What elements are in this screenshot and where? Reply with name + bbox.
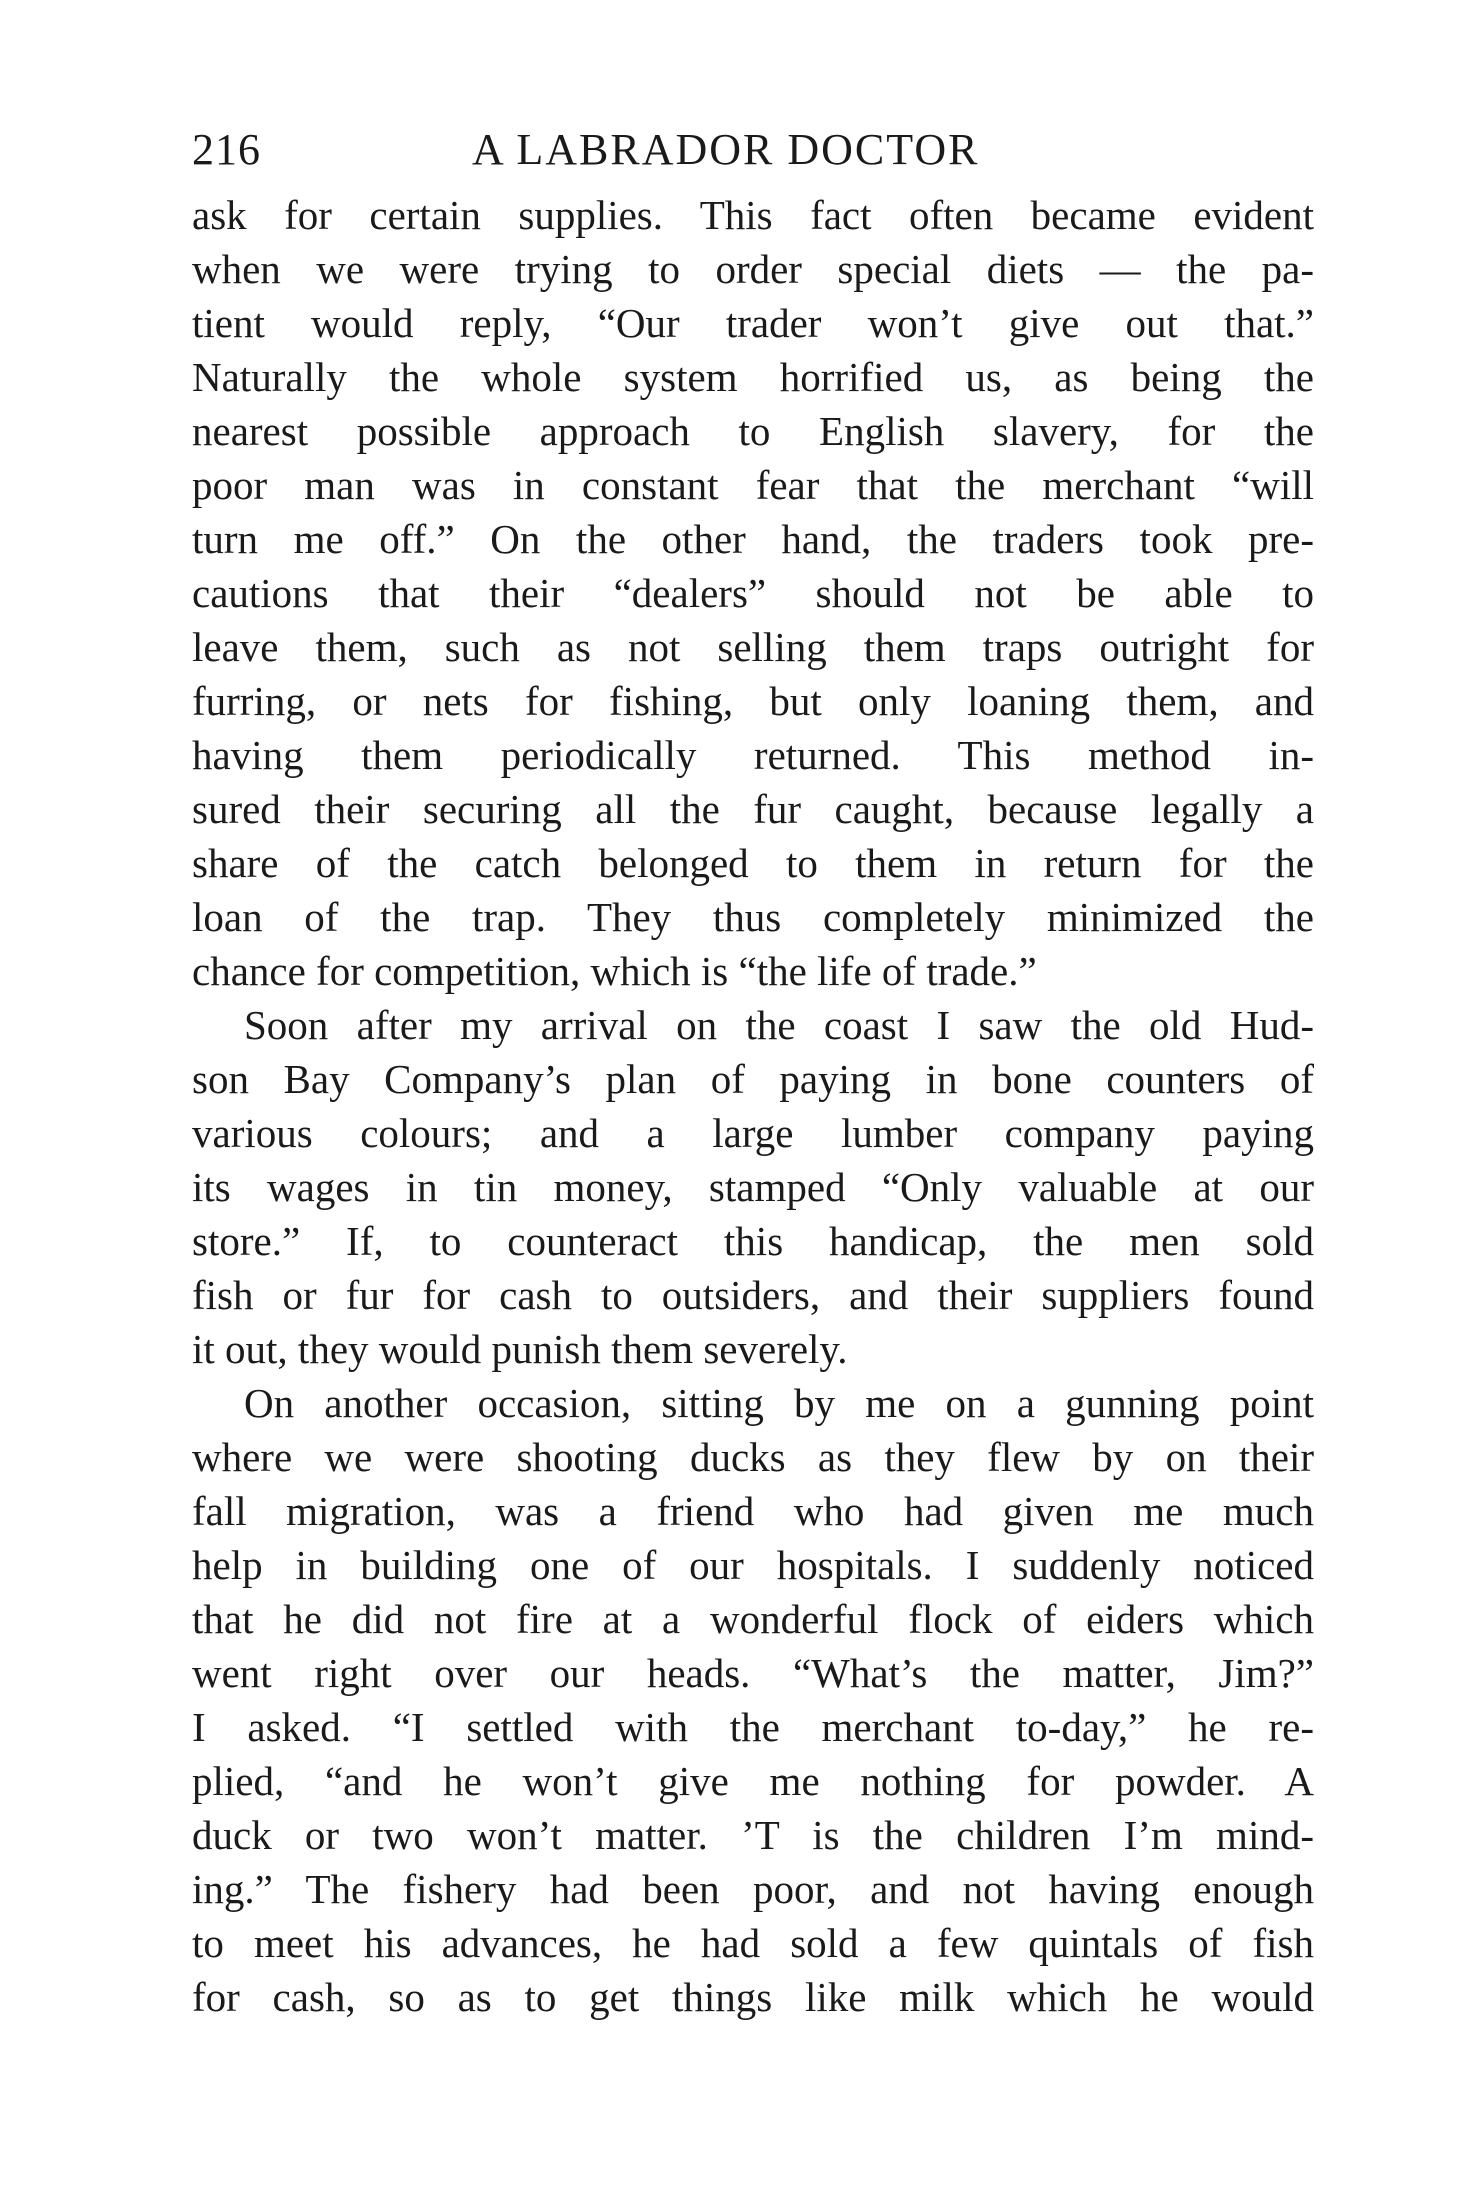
paragraph-3 (192, 1376, 1314, 2024)
text-line: where we were shooting ducks as they flew by on their (192, 1434, 1314, 1480)
text-line: Naturally the whole system horrified us, as being the (192, 354, 1314, 400)
text-line: leave them, such as not selling them traps outright for (192, 624, 1314, 670)
text-line: share of the catch belonged to them in return for the (192, 840, 1314, 886)
text-line: tient would reply, “Our trader won’t give out that.” (192, 300, 1314, 346)
text-line: I asked. “I settled with the merchant to-day,” he re- (192, 1704, 1314, 1750)
page-number: 216 (192, 125, 261, 174)
text-line: nearest possible approach to English slavery, for the (192, 408, 1314, 454)
text-line: chance for competition, which is “the life of trade.” (192, 948, 1037, 994)
text-line: On another occasion, sitting by me on a gunning point (244, 1380, 1314, 1426)
text-line: help in building one of our hospitals. I suddenly noticed (192, 1542, 1314, 1588)
text-line: various colours; and a large lumber company paying (192, 1110, 1314, 1156)
text-line: cautions that their “dealers” should not be able to (192, 570, 1314, 616)
paragraph-2 (192, 998, 1314, 1376)
text-line: having them periodically returned. This method in- (192, 732, 1314, 778)
text-line: Soon after my arrival on the coast I saw the old Hud- (244, 1002, 1314, 1048)
text-line: when we were trying to order special diets — the pa- (192, 246, 1314, 292)
text-line: furring, or nets for fishing, but only loaning them, and (192, 678, 1314, 724)
text-line: loan of the trap. They thus completely minimized the (192, 894, 1314, 940)
text-line: that he did not fire at a wonderful flock of eiders which (192, 1596, 1314, 1642)
text-line: plied, “and he won’t give me nothing for powder. A (192, 1758, 1314, 1804)
body-text (192, 188, 1314, 2024)
text-line: to meet his advances, he had sold a few quintals of fish (192, 1920, 1314, 1966)
text-line: fish or fur for cash to outsiders, and their suppliers found (192, 1272, 1314, 1318)
text-line: poor man was in constant fear that the merchant “will (192, 462, 1314, 508)
text-line: turn me off.” On the other hand, the traders took pre- (192, 516, 1314, 562)
book-page (192, 120, 1314, 2024)
text-line: for cash, so as to get things like milk which he would (192, 1974, 1314, 2020)
text-line: ing.” The fishery had been poor, and not having enough (192, 1866, 1314, 1912)
text-line: ask for certain supplies. This fact often became evident (192, 192, 1314, 238)
text-line: store.” If, to counteract this handicap, the men sold (192, 1218, 1314, 1264)
text-line: son Bay Company’s plan of paying in bone counters of (192, 1056, 1314, 1102)
running-head (192, 120, 1314, 180)
text-line: sured their securing all the fur caught, because legally a (192, 786, 1314, 832)
text-line: duck or two won’t matter. ’T is the children I’m mind- (192, 1812, 1314, 1858)
text-line: its wages in tin money, stamped “Only valuable at our (192, 1164, 1314, 1210)
paragraph-1 (192, 188, 1314, 998)
text-line: it out, they would punish them severely. (192, 1326, 848, 1372)
book-title: A LABRADOR DOCTOR (472, 125, 980, 174)
text-line: fall migration, was a friend who had given me much (192, 1488, 1314, 1534)
text-line: went right over our heads. “What’s the matter, Jim?” (192, 1650, 1314, 1696)
